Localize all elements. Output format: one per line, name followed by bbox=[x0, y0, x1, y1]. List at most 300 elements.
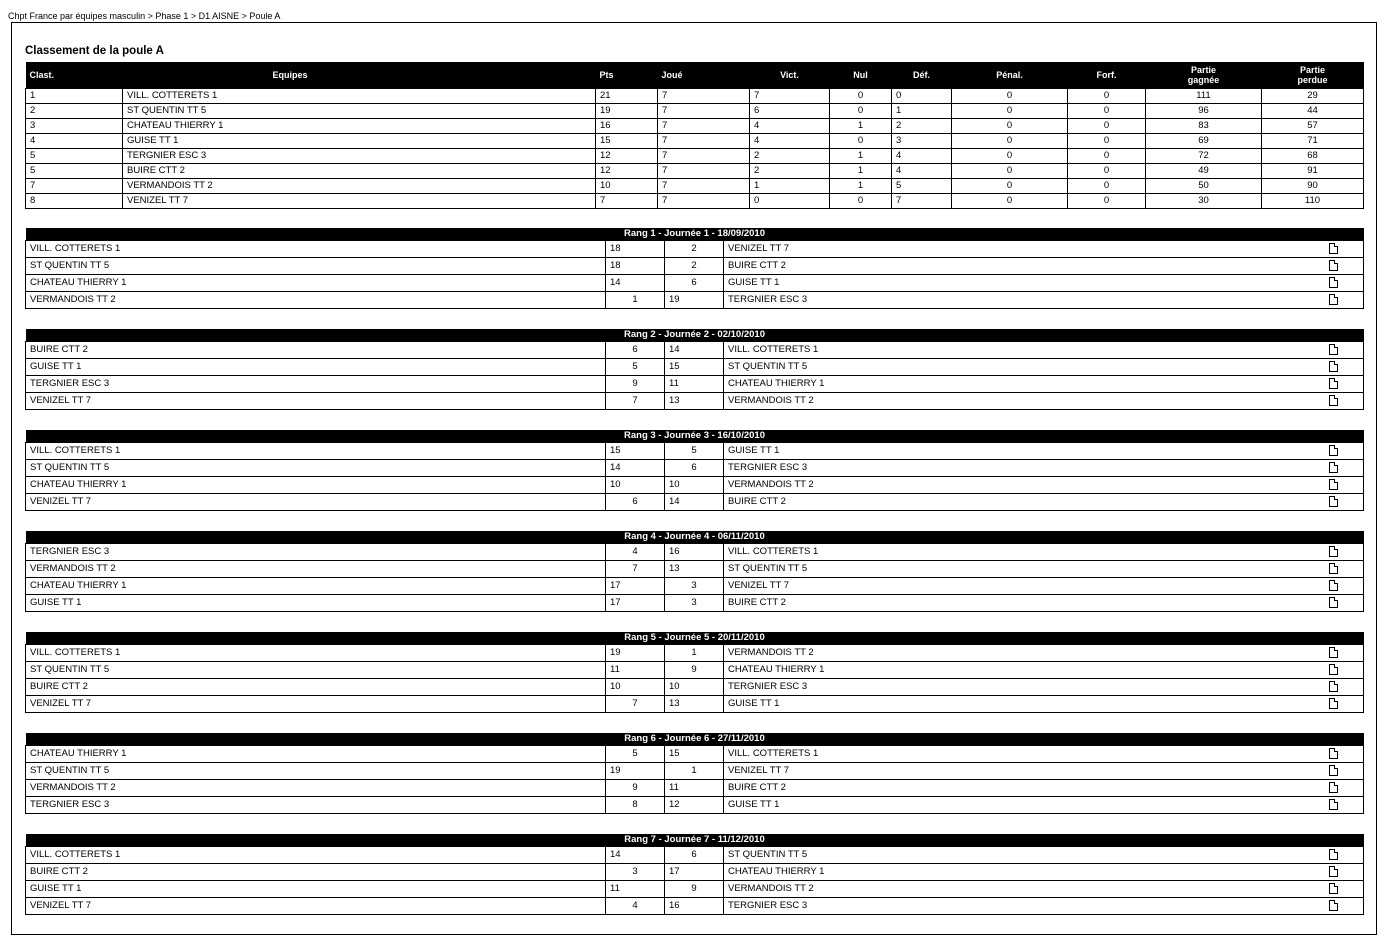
standings-cell-forf: 0 bbox=[1068, 164, 1146, 179]
match-row bbox=[26, 696, 1364, 713]
round-table bbox=[25, 834, 1364, 915]
standings-cell-clast: 7 bbox=[26, 179, 123, 194]
standings-cell-joue: 7 bbox=[658, 104, 750, 119]
score-away: 3 bbox=[665, 595, 724, 612]
score-away: 12 bbox=[665, 797, 724, 814]
document-icon[interactable] bbox=[1329, 647, 1338, 658]
round-table bbox=[25, 531, 1364, 612]
standings-row bbox=[26, 179, 1364, 194]
match-sheet-link[interactable] bbox=[1304, 544, 1364, 561]
header-def[interactable]: Déf. bbox=[892, 62, 952, 89]
document-icon[interactable] bbox=[1329, 479, 1338, 490]
score-away: 19 bbox=[665, 292, 724, 309]
score-home: 7 bbox=[606, 393, 665, 410]
team-home[interactable]: VENIZEL TT 7 bbox=[26, 696, 606, 713]
round-title: Rang 3 - Journée 3 - 16/10/2010 bbox=[26, 430, 1364, 443]
match-row bbox=[26, 477, 1364, 494]
standings-cell-nul: 1 bbox=[830, 119, 892, 134]
score-away: 13 bbox=[665, 393, 724, 410]
team-away[interactable]: VENIZEL TT 7 bbox=[724, 578, 1304, 595]
standings-cell-penal: 0 bbox=[952, 194, 1068, 209]
standings-cell-forf: 0 bbox=[1068, 179, 1146, 194]
team-home[interactable]: VILL. COTTERETS 1 bbox=[26, 443, 606, 460]
standings-cell-vict: 2 bbox=[750, 149, 830, 164]
team-away[interactable]: CHATEAU THIERRY 1 bbox=[724, 864, 1304, 881]
document-icon[interactable] bbox=[1329, 681, 1338, 692]
match-sheet-link[interactable] bbox=[1304, 864, 1364, 881]
document-icon[interactable] bbox=[1329, 563, 1338, 574]
match-sheet-link[interactable] bbox=[1304, 275, 1364, 292]
match-row bbox=[26, 847, 1364, 864]
score-home: 14 bbox=[606, 460, 665, 477]
match-row bbox=[26, 679, 1364, 696]
document-icon[interactable] bbox=[1329, 496, 1338, 507]
team-away[interactable]: VILL. COTTERETS 1 bbox=[724, 746, 1304, 763]
standings-cell-equipe[interactable]: CHATEAU THIERRY 1 bbox=[123, 119, 596, 134]
score-away: 6 bbox=[665, 847, 724, 864]
standings-cell-clast: 3 bbox=[26, 119, 123, 134]
standings-cell-equipe[interactable]: BUIRE CTT 2 bbox=[123, 164, 596, 179]
match-row bbox=[26, 645, 1364, 662]
score-home: 5 bbox=[606, 359, 665, 376]
match-row bbox=[26, 662, 1364, 679]
document-icon[interactable] bbox=[1329, 243, 1338, 254]
score-home: 9 bbox=[606, 780, 665, 797]
standings-cell-pp: 110 bbox=[1262, 194, 1364, 209]
score-away: 1 bbox=[665, 645, 724, 662]
match-sheet-link[interactable] bbox=[1304, 477, 1364, 494]
match-row bbox=[26, 864, 1364, 881]
match-sheet-link[interactable] bbox=[1304, 460, 1364, 477]
standings-cell-joue: 7 bbox=[658, 89, 750, 104]
header-forf[interactable]: Forf. bbox=[1068, 62, 1146, 89]
team-away[interactable]: TERGNIER ESC 3 bbox=[724, 292, 1304, 309]
score-away: 2 bbox=[665, 258, 724, 275]
round-title: Rang 1 - Journée 1 - 18/09/2010 bbox=[26, 228, 1364, 241]
team-home[interactable]: BUIRE CTT 2 bbox=[26, 342, 606, 359]
match-sheet-link[interactable] bbox=[1304, 292, 1364, 309]
score-away: 13 bbox=[665, 561, 724, 578]
score-away: 10 bbox=[665, 477, 724, 494]
score-away: 2 bbox=[665, 241, 724, 258]
team-home[interactable]: CHATEAU THIERRY 1 bbox=[26, 746, 606, 763]
round-title: Rang 5 - Journée 5 - 20/11/2010 bbox=[26, 632, 1364, 645]
standings-cell-def: 7 bbox=[892, 194, 952, 209]
round-title: Rang 4 - Journée 4 - 06/11/2010 bbox=[26, 531, 1364, 544]
score-away: 17 bbox=[665, 864, 724, 881]
team-home[interactable]: TERGNIER ESC 3 bbox=[26, 797, 606, 814]
match-sheet-link[interactable] bbox=[1304, 679, 1364, 696]
match-row bbox=[26, 359, 1364, 376]
document-icon[interactable] bbox=[1329, 395, 1338, 406]
document-icon[interactable] bbox=[1329, 597, 1338, 608]
standings-cell-pp: 29 bbox=[1262, 89, 1364, 104]
document-icon[interactable] bbox=[1329, 580, 1338, 591]
match-sheet-link[interactable] bbox=[1304, 898, 1364, 915]
team-home[interactable]: VERMANDOIS TT 2 bbox=[26, 561, 606, 578]
standings-cell-def: 3 bbox=[892, 134, 952, 149]
document-icon[interactable] bbox=[1329, 799, 1338, 810]
header-pts[interactable]: Pts bbox=[596, 62, 658, 89]
team-away[interactable]: TERGNIER ESC 3 bbox=[724, 460, 1304, 477]
standings-cell-pg: 72 bbox=[1146, 149, 1262, 164]
standings-cell-joue: 7 bbox=[658, 179, 750, 194]
team-away[interactable]: BUIRE CTT 2 bbox=[724, 595, 1304, 612]
match-row bbox=[26, 746, 1364, 763]
score-away: 10 bbox=[665, 679, 724, 696]
team-away[interactable]: GUISE TT 1 bbox=[724, 696, 1304, 713]
score-home: 14 bbox=[606, 275, 665, 292]
team-home[interactable]: GUISE TT 1 bbox=[26, 881, 606, 898]
standings-cell-forf: 0 bbox=[1068, 194, 1146, 209]
score-home: 15 bbox=[606, 443, 665, 460]
score-away: 15 bbox=[665, 359, 724, 376]
document-icon[interactable] bbox=[1329, 900, 1338, 911]
score-home: 8 bbox=[606, 797, 665, 814]
match-sheet-link[interactable] bbox=[1304, 662, 1364, 679]
standings-cell-equipe[interactable]: VILL. COTTERETS 1 bbox=[123, 89, 596, 104]
standings-cell-pg: 50 bbox=[1146, 179, 1262, 194]
team-away[interactable]: VENIZEL TT 7 bbox=[724, 241, 1304, 258]
team-home[interactable]: GUISE TT 1 bbox=[26, 595, 606, 612]
match-row bbox=[26, 898, 1364, 915]
standings-row bbox=[26, 104, 1364, 119]
standings-cell-penal: 0 bbox=[952, 89, 1068, 104]
standings-cell-equipe[interactable]: ST QUENTIN TT 5 bbox=[123, 104, 596, 119]
score-home: 6 bbox=[606, 342, 665, 359]
standings-cell-def: 5 bbox=[892, 179, 952, 194]
score-home: 10 bbox=[606, 477, 665, 494]
standings-cell-nul: 0 bbox=[830, 194, 892, 209]
header-nul[interactable]: Nul bbox=[830, 62, 892, 89]
standings-row bbox=[26, 194, 1364, 209]
score-away: 16 bbox=[665, 898, 724, 915]
round-title: Rang 7 - Journée 7 - 11/12/2010 bbox=[26, 834, 1364, 847]
team-home[interactable]: CHATEAU THIERRY 1 bbox=[26, 578, 606, 595]
standings-cell-pts: 16 bbox=[596, 119, 658, 134]
score-away: 1 bbox=[665, 763, 724, 780]
match-sheet-link[interactable] bbox=[1304, 780, 1364, 797]
standings-cell-vict: 6 bbox=[750, 104, 830, 119]
team-away[interactable]: VERMANDOIS TT 2 bbox=[724, 393, 1304, 410]
match-sheet-link[interactable] bbox=[1304, 376, 1364, 393]
team-away[interactable]: VERMANDOIS TT 2 bbox=[724, 477, 1304, 494]
document-icon[interactable] bbox=[1329, 445, 1338, 456]
match-row bbox=[26, 763, 1364, 780]
standings-cell-nul: 1 bbox=[830, 179, 892, 194]
match-sheet-link[interactable] bbox=[1304, 797, 1364, 814]
standings-cell-joue: 7 bbox=[658, 149, 750, 164]
round-table bbox=[25, 632, 1364, 713]
standings-cell-def: 2 bbox=[892, 119, 952, 134]
standings-cell-pg: 96 bbox=[1146, 104, 1262, 119]
score-away: 14 bbox=[665, 494, 724, 511]
team-away[interactable]: BUIRE CTT 2 bbox=[724, 780, 1304, 797]
team-away[interactable]: ST QUENTIN TT 5 bbox=[724, 561, 1304, 578]
page-title: Classement de la poule A bbox=[25, 45, 164, 57]
match-row bbox=[26, 494, 1364, 511]
team-away[interactable]: GUISE TT 1 bbox=[724, 443, 1304, 460]
score-away: 14 bbox=[665, 342, 724, 359]
score-home: 5 bbox=[606, 746, 665, 763]
standings-cell-joue: 7 bbox=[658, 164, 750, 179]
team-home[interactable]: VENIZEL TT 7 bbox=[26, 393, 606, 410]
standings-cell-penal: 0 bbox=[952, 104, 1068, 119]
standings-row bbox=[26, 164, 1364, 179]
match-sheet-link[interactable] bbox=[1304, 746, 1364, 763]
team-home[interactable]: TERGNIER ESC 3 bbox=[26, 376, 606, 393]
standings-cell-joue: 7 bbox=[658, 194, 750, 209]
team-away[interactable]: VERMANDOIS TT 2 bbox=[724, 645, 1304, 662]
match-row bbox=[26, 342, 1364, 359]
match-sheet-link[interactable] bbox=[1304, 578, 1364, 595]
match-sheet-link[interactable] bbox=[1304, 696, 1364, 713]
score-away: 6 bbox=[665, 275, 724, 292]
match-sheet-link[interactable] bbox=[1304, 645, 1364, 662]
match-row bbox=[26, 258, 1364, 275]
standings-cell-pp: 90 bbox=[1262, 179, 1364, 194]
team-home[interactable]: VERMANDOIS TT 2 bbox=[26, 292, 606, 309]
standings-row bbox=[26, 119, 1364, 134]
team-away[interactable]: GUISE TT 1 bbox=[724, 797, 1304, 814]
standings-cell-clast: 5 bbox=[26, 149, 123, 164]
match-row bbox=[26, 544, 1364, 561]
header-equipes[interactable]: Equipes bbox=[123, 62, 596, 89]
match-sheet-link[interactable] bbox=[1304, 258, 1364, 275]
document-icon[interactable] bbox=[1329, 866, 1338, 877]
round-table bbox=[25, 329, 1364, 410]
team-home[interactable]: GUISE TT 1 bbox=[26, 359, 606, 376]
header-penal[interactable]: Pénal. bbox=[952, 62, 1068, 89]
score-home: 4 bbox=[606, 544, 665, 561]
standings-cell-joue: 7 bbox=[658, 119, 750, 134]
standings-cell-nul: 1 bbox=[830, 149, 892, 164]
document-icon[interactable] bbox=[1329, 883, 1338, 894]
round-table bbox=[25, 228, 1364, 309]
standings-row bbox=[26, 149, 1364, 164]
score-home: 6 bbox=[606, 494, 665, 511]
standings-cell-pts: 7 bbox=[596, 194, 658, 209]
standings-cell-equipe[interactable]: GUISE TT 1 bbox=[123, 134, 596, 149]
team-home[interactable]: ST QUENTIN TT 5 bbox=[26, 763, 606, 780]
score-away: 6 bbox=[665, 460, 724, 477]
match-row bbox=[26, 797, 1364, 814]
breadcrumb: Chpt France par équipes masculin > Phase 1 > D1 AISNE > Poule A bbox=[8, 11, 281, 21]
team-home[interactable]: ST QUENTIN TT 5 bbox=[26, 662, 606, 679]
standings-cell-pp: 91 bbox=[1262, 164, 1364, 179]
team-away[interactable]: VILL. COTTERETS 1 bbox=[724, 342, 1304, 359]
standings-cell-clast: 8 bbox=[26, 194, 123, 209]
match-sheet-link[interactable] bbox=[1304, 595, 1364, 612]
match-sheet-link[interactable] bbox=[1304, 443, 1364, 460]
match-row bbox=[26, 780, 1364, 797]
standings-cell-clast: 1 bbox=[26, 89, 123, 104]
match-sheet-link[interactable] bbox=[1304, 763, 1364, 780]
standings-cell-vict: 4 bbox=[750, 134, 830, 149]
match-row bbox=[26, 292, 1364, 309]
team-away[interactable]: GUISE TT 1 bbox=[724, 275, 1304, 292]
team-home[interactable]: CHATEAU THIERRY 1 bbox=[26, 477, 606, 494]
standings-cell-penal: 0 bbox=[952, 179, 1068, 194]
team-away[interactable]: CHATEAU THIERRY 1 bbox=[724, 376, 1304, 393]
round-table bbox=[25, 733, 1364, 814]
score-home: 19 bbox=[606, 763, 665, 780]
document-icon[interactable] bbox=[1329, 849, 1338, 860]
match-row bbox=[26, 595, 1364, 612]
header-clast[interactable]: Clast. bbox=[26, 62, 123, 89]
team-home[interactable]: TERGNIER ESC 3 bbox=[26, 544, 606, 561]
team-home[interactable]: ST QUENTIN TT 5 bbox=[26, 460, 606, 477]
document-icon[interactable] bbox=[1329, 546, 1338, 557]
match-row bbox=[26, 393, 1364, 410]
document-icon[interactable] bbox=[1329, 260, 1338, 271]
score-home: 4 bbox=[606, 898, 665, 915]
score-away: 5 bbox=[665, 443, 724, 460]
round-table bbox=[25, 430, 1364, 511]
team-away[interactable]: VILL. COTTERETS 1 bbox=[724, 544, 1304, 561]
match-row bbox=[26, 561, 1364, 578]
score-home: 3 bbox=[606, 864, 665, 881]
match-sheet-link[interactable] bbox=[1304, 393, 1364, 410]
document-icon[interactable] bbox=[1329, 782, 1338, 793]
team-home[interactable]: VENIZEL TT 7 bbox=[26, 494, 606, 511]
score-home: 17 bbox=[606, 595, 665, 612]
match-sheet-link[interactable] bbox=[1304, 847, 1364, 864]
score-away: 15 bbox=[665, 746, 724, 763]
team-home[interactable]: VERMANDOIS TT 2 bbox=[26, 780, 606, 797]
standings-cell-nul: 0 bbox=[830, 104, 892, 119]
standings-cell-equipe[interactable]: VERMANDOIS TT 2 bbox=[123, 179, 596, 194]
standings-cell-penal: 0 bbox=[952, 149, 1068, 164]
header-vict[interactable]: Vict. bbox=[750, 62, 830, 89]
standings-cell-pg: 49 bbox=[1146, 164, 1262, 179]
round-title: Rang 6 - Journée 6 - 27/11/2010 bbox=[26, 733, 1364, 746]
standings-cell-clast: 2 bbox=[26, 104, 123, 119]
team-home[interactable]: BUIRE CTT 2 bbox=[26, 864, 606, 881]
standings-cell-forf: 0 bbox=[1068, 149, 1146, 164]
standings-cell-penal: 0 bbox=[952, 134, 1068, 149]
standings-cell-pg: 69 bbox=[1146, 134, 1262, 149]
match-sheet-link[interactable] bbox=[1304, 561, 1364, 578]
team-home[interactable]: VENIZEL TT 7 bbox=[26, 898, 606, 915]
document-icon[interactable] bbox=[1329, 462, 1338, 473]
round-title: Rang 2 - Journée 2 - 02/10/2010 bbox=[26, 329, 1364, 342]
standings-cell-pts: 19 bbox=[596, 104, 658, 119]
document-icon[interactable] bbox=[1329, 378, 1338, 389]
standings-cell-pp: 57 bbox=[1262, 119, 1364, 134]
header-partie-gagnee[interactable]: Partie gagnée bbox=[1146, 62, 1262, 89]
team-home[interactable]: VILL. COTTERETS 1 bbox=[26, 847, 606, 864]
standings-cell-vict: 2 bbox=[750, 164, 830, 179]
match-sheet-link[interactable] bbox=[1304, 881, 1364, 898]
score-home: 10 bbox=[606, 679, 665, 696]
match-row bbox=[26, 443, 1364, 460]
score-home: 9 bbox=[606, 376, 665, 393]
standings-cell-pp: 71 bbox=[1262, 134, 1364, 149]
standings-row bbox=[26, 134, 1364, 149]
standings-cell-vict: 4 bbox=[750, 119, 830, 134]
team-away[interactable]: TERGNIER ESC 3 bbox=[724, 679, 1304, 696]
score-away: 13 bbox=[665, 696, 724, 713]
match-sheet-link[interactable] bbox=[1304, 359, 1364, 376]
team-away[interactable]: VERMANDOIS TT 2 bbox=[724, 881, 1304, 898]
score-home: 18 bbox=[606, 258, 665, 275]
match-sheet-link[interactable] bbox=[1304, 494, 1364, 511]
team-away[interactable]: ST QUENTIN TT 5 bbox=[724, 359, 1304, 376]
standings-cell-equipe[interactable]: VENIZEL TT 7 bbox=[123, 194, 596, 209]
team-away[interactable]: VENIZEL TT 7 bbox=[724, 763, 1304, 780]
score-away: 11 bbox=[665, 376, 724, 393]
standings-cell-penal: 0 bbox=[952, 164, 1068, 179]
document-icon[interactable] bbox=[1329, 748, 1338, 759]
score-home: 11 bbox=[606, 662, 665, 679]
match-row bbox=[26, 578, 1364, 595]
document-icon[interactable] bbox=[1329, 664, 1338, 675]
team-home[interactable]: VILL. COTTERETS 1 bbox=[26, 645, 606, 662]
score-home: 7 bbox=[606, 696, 665, 713]
standings-cell-pts: 21 bbox=[596, 89, 658, 104]
standings-header-row bbox=[26, 62, 1364, 89]
standings-cell-vict: 0 bbox=[750, 194, 830, 209]
standings-cell-pts: 10 bbox=[596, 179, 658, 194]
match-sheet-link[interactable] bbox=[1304, 241, 1364, 258]
standings-cell-nul: 1 bbox=[830, 164, 892, 179]
match-row bbox=[26, 881, 1364, 898]
team-away[interactable]: BUIRE CTT 2 bbox=[724, 494, 1304, 511]
team-away[interactable]: TERGNIER ESC 3 bbox=[724, 898, 1304, 915]
standings-cell-clast: 4 bbox=[26, 134, 123, 149]
score-home: 7 bbox=[606, 561, 665, 578]
standings-cell-pp: 68 bbox=[1262, 149, 1364, 164]
document-icon[interactable] bbox=[1329, 765, 1338, 776]
standings-cell-nul: 0 bbox=[830, 134, 892, 149]
standings-cell-forf: 0 bbox=[1068, 134, 1146, 149]
score-away: 9 bbox=[665, 662, 724, 679]
team-home[interactable]: ST QUENTIN TT 5 bbox=[26, 258, 606, 275]
standings-cell-equipe[interactable]: TERGNIER ESC 3 bbox=[123, 149, 596, 164]
standings-cell-forf: 0 bbox=[1068, 104, 1146, 119]
match-sheet-link[interactable] bbox=[1304, 342, 1364, 359]
score-away: 16 bbox=[665, 544, 724, 561]
standings-cell-def: 4 bbox=[892, 164, 952, 179]
document-icon[interactable] bbox=[1329, 361, 1338, 372]
team-home[interactable]: BUIRE CTT 2 bbox=[26, 679, 606, 696]
team-away[interactable]: BUIRE CTT 2 bbox=[724, 258, 1304, 275]
standings-cell-def: 1 bbox=[892, 104, 952, 119]
standings-cell-joue: 7 bbox=[658, 134, 750, 149]
document-icon[interactable] bbox=[1329, 344, 1338, 355]
document-icon[interactable] bbox=[1329, 698, 1338, 709]
score-home: 11 bbox=[606, 881, 665, 898]
standings-cell-clast: 5 bbox=[26, 164, 123, 179]
team-home[interactable]: CHATEAU THIERRY 1 bbox=[26, 275, 606, 292]
score-away: 3 bbox=[665, 578, 724, 595]
standings-cell-penal: 0 bbox=[952, 119, 1068, 134]
score-away: 9 bbox=[665, 881, 724, 898]
score-away: 11 bbox=[665, 780, 724, 797]
team-away[interactable]: ST QUENTIN TT 5 bbox=[724, 847, 1304, 864]
header-joue[interactable]: Joué bbox=[658, 62, 750, 89]
team-home[interactable]: VILL. COTTERETS 1 bbox=[26, 241, 606, 258]
document-icon[interactable] bbox=[1329, 294, 1338, 305]
header-partie-perdue[interactable]: Partie perdue bbox=[1262, 62, 1364, 89]
standings-cell-pg: 83 bbox=[1146, 119, 1262, 134]
score-home: 1 bbox=[606, 292, 665, 309]
standings-cell-vict: 7 bbox=[750, 89, 830, 104]
team-away[interactable]: CHATEAU THIERRY 1 bbox=[724, 662, 1304, 679]
document-icon[interactable] bbox=[1329, 277, 1338, 288]
standings-cell-pp: 44 bbox=[1262, 104, 1364, 119]
